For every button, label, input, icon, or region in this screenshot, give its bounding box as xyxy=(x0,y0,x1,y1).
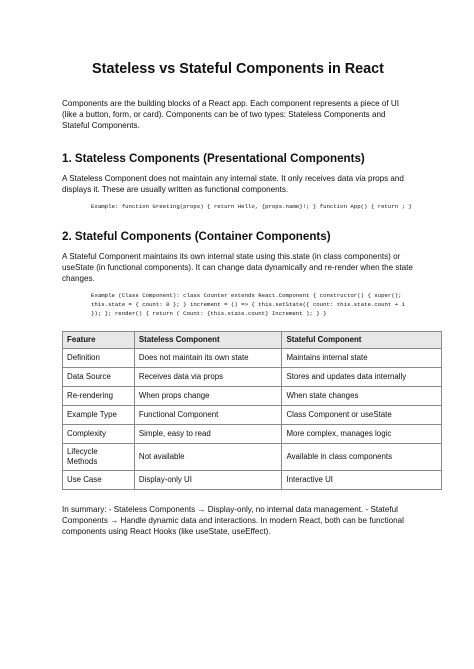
table-header-row xyxy=(63,332,442,349)
summary-paragraph: In summary: - Stateless Components → Display-only, no internal data management. - Stateful Components → Handle dynamic data and interactions. In modern React, both can be functional components using React Hooks (like useState, useEffect). xyxy=(62,505,404,536)
table-cell: Definition xyxy=(63,349,135,368)
table-cell: When state changes xyxy=(282,387,442,406)
table-cell: Maintains internal state xyxy=(282,349,442,368)
table-cell: More complex, manages logic xyxy=(282,425,442,444)
table-row xyxy=(63,471,442,490)
table-cell: Use Case xyxy=(63,471,135,490)
table-cell: Does not maintain its own state xyxy=(134,349,282,368)
section-body-stateful: A Stateful Component maintains its own internal state using this.state (in class components) or useState (in functional components). It can change data dynamically and re-render when the state changes. xyxy=(62,252,413,283)
table-row xyxy=(63,425,442,444)
table-cell: Interactive UI xyxy=(282,471,442,490)
table-cell: Display-only UI xyxy=(134,471,282,490)
table-cell: Complexity xyxy=(63,425,135,444)
table-cell: Simple, easy to read xyxy=(134,425,282,444)
table-cell: Lifecycle Methods xyxy=(63,444,135,471)
table-header-cell: Stateful Component xyxy=(282,332,442,349)
comparison-table xyxy=(62,331,442,490)
table-cell: Example Type xyxy=(63,406,135,425)
document-page xyxy=(62,60,414,537)
table-cell: Class Component or useState xyxy=(282,406,442,425)
table-cell: Receives data via props xyxy=(134,368,282,387)
table-header-cell: Feature xyxy=(63,332,135,349)
table-cell: Not available xyxy=(134,444,282,471)
code-example-stateful: Example (Class Component): class Counter extends React.Component { constructor() { super(); this.state = { count: 0 }; } increment = () => { this.setState({ count: this.state.count + 1 }); }; render() { return ( Count: {this.state.count} Increment ); } } xyxy=(91,292,409,317)
intro-paragraph: Components are the building blocks of a React app. Each component represents a piece of UI (like a button, form, or card). Components can be of two types: Stateless Components and Stateful Components. xyxy=(62,99,399,130)
document-title: Stateless vs Stateful Components in React xyxy=(92,61,384,77)
table-cell: Stores and updates data internally xyxy=(282,368,442,387)
table-cell: Functional Component xyxy=(134,406,282,425)
table-row xyxy=(63,406,442,425)
table-cell: Available in class components xyxy=(282,444,442,471)
table-row xyxy=(63,349,442,368)
table-row xyxy=(63,368,442,387)
table-row xyxy=(63,387,442,406)
table-cell: Re-rendering xyxy=(63,387,135,406)
table-row xyxy=(63,444,442,471)
table-header-cell: Stateless Component xyxy=(134,332,282,349)
table-cell: When props change xyxy=(134,387,282,406)
section-body-stateless: A Stateless Component does not maintain any internal state. It only receives data via props and displays it. These are usually written as functional components. xyxy=(62,174,404,194)
section-heading-stateless: 1. Stateless Components (Presentational Components) xyxy=(62,152,365,165)
code-example-stateless: Example: function Greeting(props) { return Hello, {props.name}!; } function App() { return ; } xyxy=(91,203,412,210)
table-cell: Data Source xyxy=(63,368,135,387)
section-heading-stateful: 2. Stateful Components (Container Components) xyxy=(62,230,331,243)
